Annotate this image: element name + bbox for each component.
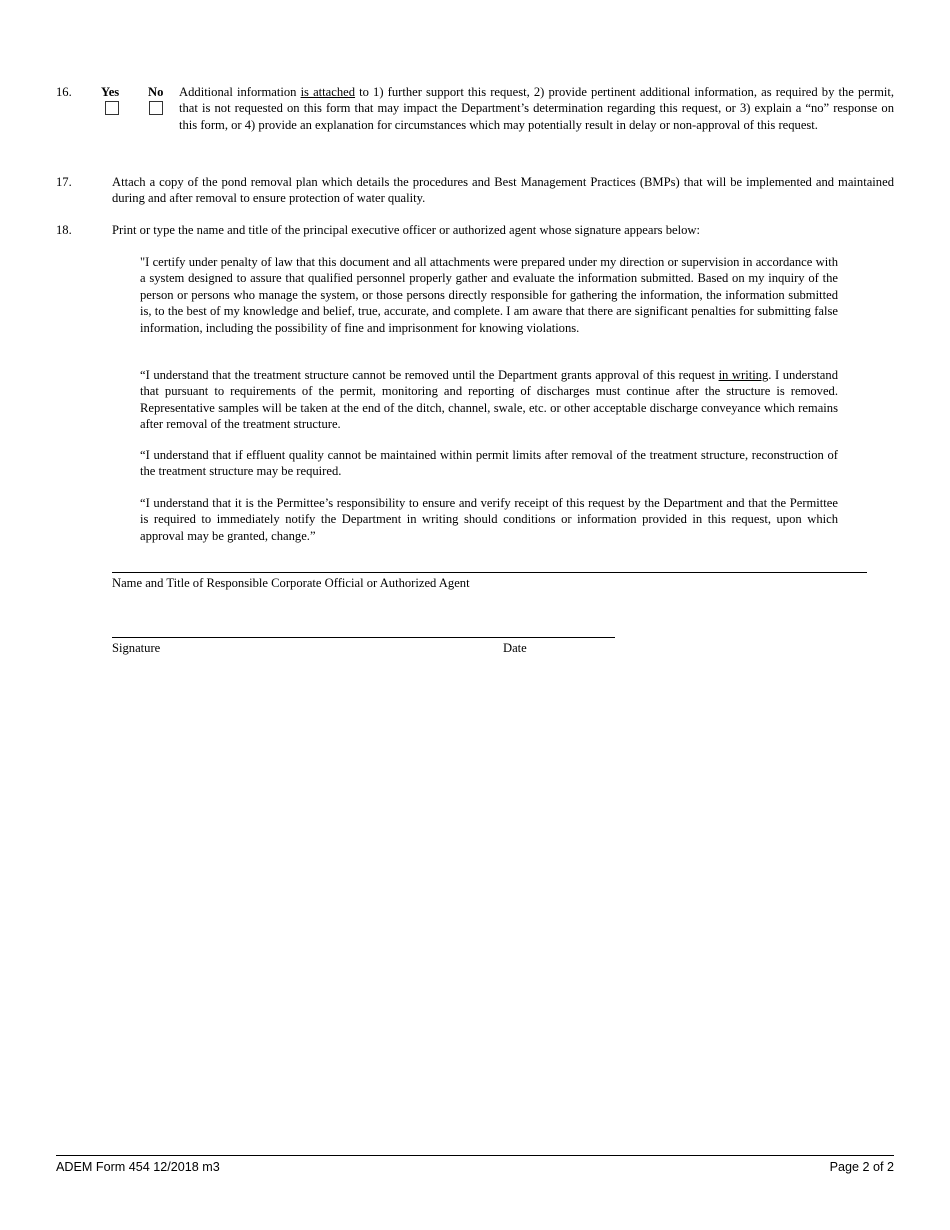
certification-paragraph-1: "I certify under penalty of law that this document and all attachments were prepared under my direction or supervision in accordance with a system designed to assure that qualified personnel properly gather and evaluate the information submitted. Based on my inquiry of the person or persons who manage the system, or those persons directly responsible for gathering the information, the information submitted is, to the best of my knowledge and belief, true, accurate, and complete. I am aware that there are significant penalties for submitting false information, including the possibility of fine and imprisonment for knowing violations. xyxy=(140,255,838,335)
no-checkbox[interactable] xyxy=(149,101,163,115)
signature-label: Signature xyxy=(112,641,161,655)
item-17-number: 17. xyxy=(56,175,72,189)
certification-paragraph-4: “I understand that it is the Permittee’s responsibility to ensure and verify receipt of this request by the Department and that the Permittee is required to immediately notify the Department in writing should conditions or information provided in this request, upon which approval may be granted, change.” xyxy=(140,496,838,543)
yes-label: Yes xyxy=(101,85,120,99)
footer-page-number: Page 2 of 2 xyxy=(829,1160,894,1174)
name-title-label: Name and Title of Responsible Corporate Official or Authorized Agent xyxy=(112,576,470,590)
certification-paragraph-3: “I understand that if effluent quality cannot be maintained within permit limits after removal of the treatment structure, reconstruction of the treatment structure may be required. xyxy=(140,448,838,479)
item-17-text: Attach a copy of the pond removal plan which details the procedures and Best Management Practices (BMPs) that will be implemented and maintained during and after removal to ensure protection of water quality. xyxy=(112,175,894,206)
signature-date-line[interactable] xyxy=(112,637,615,638)
item-16-number: 16. xyxy=(56,85,72,99)
certification-paragraph-2: “I understand that the treatment structure cannot be removed until the Department grants approval of this request in writing. I understand that pursuant to requirements of the permit, monitoring and reporting of discharges must continue after the structure is removed. Representative samples will be taken at the end of the ditch, channel, swale, etc. or other acceptable discharge conveyance which remains after removal of the treatment structure. xyxy=(140,368,838,432)
item-16-text: Additional information is attached to 1) further support this request, 2) provide pertinent additional information, as required by the permit, that is not requested on this form that may impact the Department’s determination regarding this request, or 3) explain a “no” response on this form, or 4) provide an explanation for circumstances which may potentially result in delay or non-approval of this request. xyxy=(179,85,895,132)
footer-rule xyxy=(56,1155,894,1156)
footer-form-id: ADEM Form 454 12/2018 m3 xyxy=(56,1160,220,1174)
no-label: No xyxy=(148,85,164,99)
item-18-number: 18. xyxy=(56,223,72,237)
date-label: Date xyxy=(503,641,527,655)
item-18-text: Print or type the name and title of the principal executive officer or authorized agent whose signature appears below: xyxy=(112,223,700,237)
yes-checkbox[interactable] xyxy=(105,101,119,115)
name-title-line[interactable] xyxy=(112,572,867,573)
